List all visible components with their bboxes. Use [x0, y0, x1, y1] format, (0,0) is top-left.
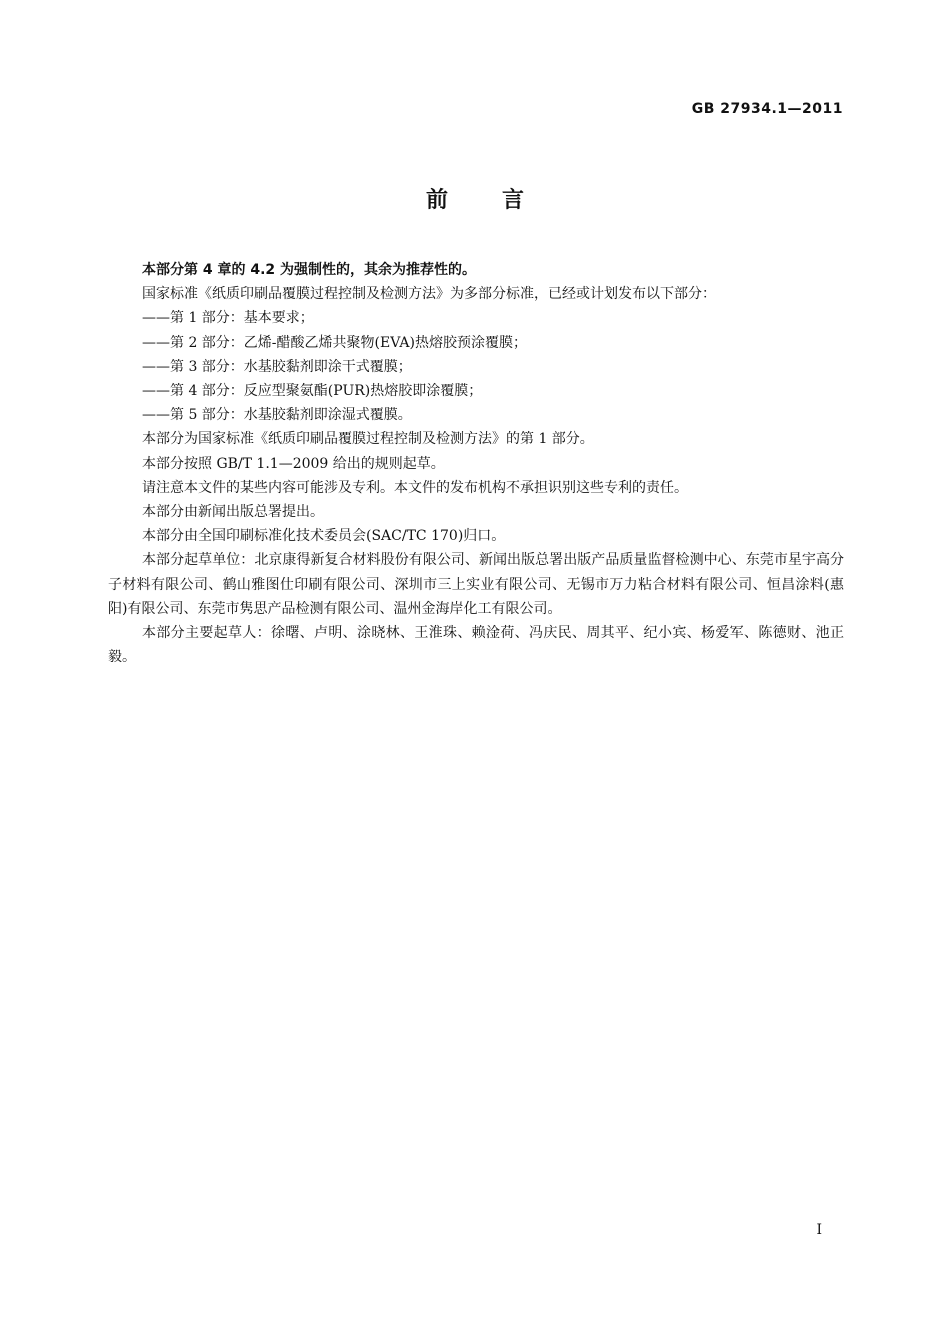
list-item: ——第 4 部分：反应型聚氨酯(PUR)热熔胶即涂覆膜； — [142, 383, 483, 400]
drafting-units-paragraph: 本部分起草单位：北京康得新复合材料股份有限公司、新闻出版总署出版产品质量监督检测中心、东莞市星宇高分子材料有限公司、鹤山雅图仕印刷有限公司、深圳市三上实业有限公司、无锡市万力粘合材料有限公司、恒昌涂料(惠阳)有限公司、东莞市隽思产品检测有限公司、温州金海岸化工有限公司。 — [108, 552, 844, 617]
foreword-body — [108, 258, 844, 669]
list-item: ——第 2 部分：乙烯-醋酸乙烯共聚物(EVA)热熔胶预涂覆膜； — [142, 334, 527, 351]
list-item: ——第 1 部分：基本要求； — [142, 310, 314, 327]
page-number: I — [816, 1222, 822, 1238]
paragraph: 国家标准《纸质印刷品覆膜过程控制及检测方法》为多部分标准，已经或计划发布以下部分： — [142, 286, 716, 303]
page-title: 前言 — [425, 188, 578, 213]
standard-code: GB 27934.1—2011 — [691, 101, 843, 117]
paragraph: 本部分由全国印刷标准化技术委员会(SAC/TC 170)归口。 — [142, 528, 506, 545]
list-item: ——第 5 部分：水基胶黏剂即涂湿式覆膜。 — [142, 407, 412, 424]
paragraph: 请注意本文件的某些内容可能涉及专利。本文件的发布机构不承担识别这些专利的责任。 — [142, 479, 688, 496]
paragraph: 本部分为国家标准《纸质印刷品覆膜过程控制及检测方法》的第 1 部分。 — [142, 431, 594, 448]
paragraph: 本部分按照 GB/T 1.1—2009 给出的规则起草。 — [142, 455, 445, 472]
list-item: ——第 3 部分：水基胶黏剂即涂干式覆膜； — [142, 358, 412, 375]
drafters-paragraph: 本部分主要起草人：徐曙、卢明、涂晓林、王淮珠、赖淦荷、冯庆民、周其平、纪小宾、杨爱军、陈德财、池正毅。 — [108, 625, 844, 666]
mandatory-statement: 本部分第 4 章的 4.2 为强制性的，其余为推荐性的。 — [142, 262, 477, 278]
paragraph: 本部分由新闻出版总署提出。 — [142, 504, 324, 521]
